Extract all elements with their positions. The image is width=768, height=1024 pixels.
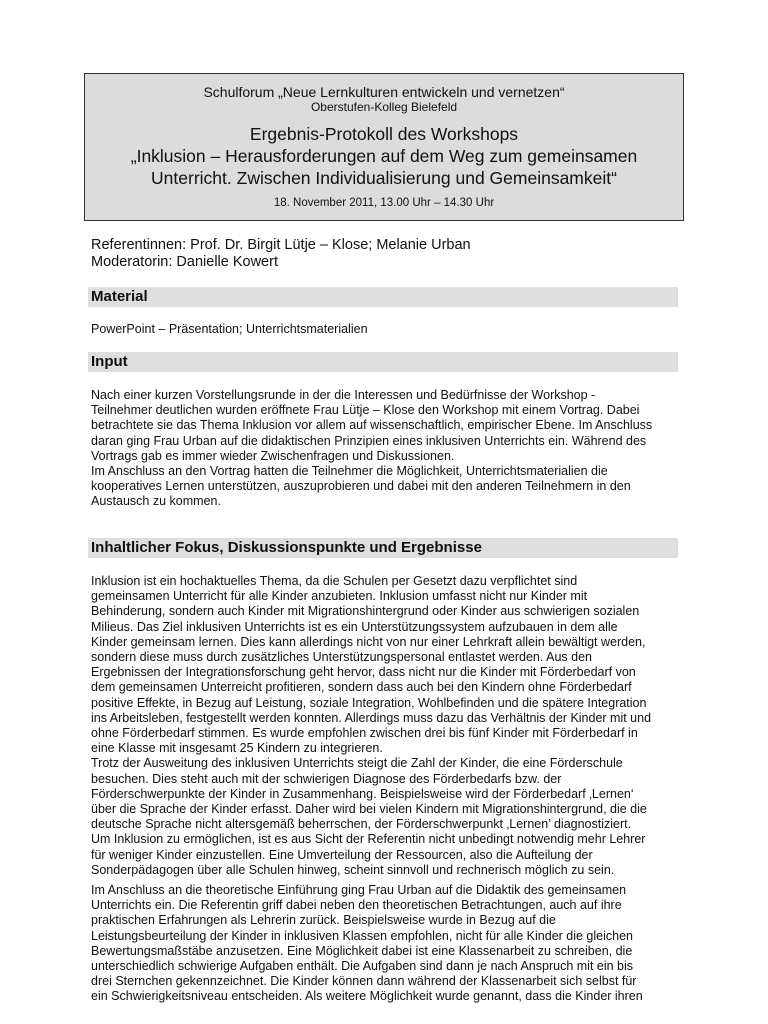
text-line: dem gemeinsamen Unterreicht profitieren, sondern dass auch bei den Kindern ohne Förderbedarf — [91, 680, 632, 695]
text-line: Ergebnissen der Integrationsforschung geht hervor, dass nicht nur die Kinder mit Förderbedarf von — [91, 665, 636, 680]
workshop-title-line: Ergebnis-Protokoll des Workshops — [249, 124, 519, 144]
material-text: PowerPoint – Präsentation; Unterrichtsmaterialien — [91, 322, 368, 336]
text-line: deutsche Sprache nicht altersgemäß beherrschen, der Förderschwerpunkt ‚Lernen’ diagnostiziert. — [91, 817, 632, 832]
text-line: positive Effekte, in Bezug auf Leistung, soziale Integration, Wohlbefinden und die spätere Integration — [91, 695, 647, 710]
text-line: ein Schwierigkeitsniveau entscheiden. Als weitere Möglichkeit wurde genannt, dass die Kinder ihren — [91, 989, 643, 1004]
text-line: unterschiedlich schwierige Aufgaben enthält. Die Aufgaben sind dann je nach Anspruch mit ein bis — [91, 959, 634, 974]
speakers-block — [91, 237, 471, 271]
workshop-title — [85, 123, 683, 189]
text-line: Austausch zu kommen. — [91, 494, 221, 509]
text-line: Trotz der Ausweitung des inklusiven Unterrichts steigt die Zahl der Kinder, die eine Förderschule — [91, 756, 623, 771]
text-line: eine Klasse mit insgesamt 25 Kindern zu integrieren. — [91, 741, 383, 756]
text-line: Nach einer kurzen Vorstellungsrunde in der die Interessen und Bedürfnisse der Workshop - — [91, 388, 596, 402]
text-line: Milieus. Das Ziel inklusiven Unterrichts ist es ein Unterstützungssystem aufzubauen in dem alle — [91, 619, 618, 634]
workshop-date: 18. November 2011, 13.00 Uhr – 14.30 Uhr — [273, 197, 495, 209]
input-heading: Input — [88, 352, 678, 372]
text-line: gemeinsamen Unterricht für alle Kinder anzubieten. Inklusion umfasst nicht nur Kinder mit — [91, 589, 588, 604]
text-line: Bewertungsmaßstäbe anzusetzen. Eine Möglichkeit dabei ist eine Klassenarbeit zu schreiben, die — [91, 943, 633, 958]
text-line: praktischen Erfahrungen als Lehrerin zurück. Beispielsweise wurde in Bezug auf die — [91, 913, 556, 928]
text-line: Kinder gemeinsam lernen. Dies kann allerdings nicht von nur einer Lehrkraft allein bewältigt werden, — [91, 634, 646, 649]
text-line: kooperatives Lernen unterstützen, auszuprobieren und dabei mit den anderen Teilnehmern in den — [91, 479, 631, 494]
document-header-box — [84, 73, 684, 221]
text-line: Behinderung, sondern auch Kinder mit Migrationshintergrund oder Kinder aus schwierigen sozialen — [91, 604, 640, 619]
text-line: Förderschwerpunkte der Kinder in Zusammenhang. Beispielsweise wird der Förderbedarf ‚Lernen‘ — [91, 786, 634, 801]
text-line: Im Anschluss an den Vortrag hatten die Teilnehmer die Möglichkeit, Unterrichtsmaterialien die — [91, 464, 608, 479]
text-line: über die Sprache der Kinder erfasst. Daher wird bei vielen Kindern mit Migrationshintergrund, die die — [91, 802, 647, 817]
focus-heading: Inhaltlicher Fokus, Diskussionspunkte und Ergebnisse — [88, 538, 678, 558]
text-line: drei Sternchen gekennzeichnet. Die Kinder können dann während der Klassenarbeit sich selbst für — [91, 974, 637, 989]
text-line: Inklusion ist ein hochaktuelles Thema, da die Schulen per Gesetzt dazu verpflichtet sind — [91, 574, 578, 588]
text-line: Unterrichts ein. Die Referentin griff dabei neben den theoretischen Betrachtungen, auch auf ihre — [91, 898, 622, 913]
moderatorin-line: Moderatorin: Danielle Kowert — [91, 254, 278, 270]
focus-paragraph-2 — [91, 883, 681, 1005]
workshop-title-line: „Inklusion – Herausforderungen auf dem Weg zum gemeinsamen — [130, 146, 638, 166]
focus-paragraph-1 — [91, 574, 681, 878]
text-line: Im Anschluss an die theoretische Einführung ging Frau Urban auf die Didaktik des gemeinsamen — [91, 883, 627, 897]
referentinnen-line: Referentinnen: Prof. Dr. Birgit Lütje – Klose; Melanie Urban — [91, 237, 471, 253]
text-line: Vortrags gab es immer wieder Zwischenfragen und Diskussionen. — [91, 448, 455, 463]
text-line: sondern diese muss durch zusätzliches Unterstützungspersonal entlastet werden. Aus den — [91, 650, 592, 665]
workshop-title-line: Unterricht. Zwischen Individualisierung und Gemeinsamkeit“ — [151, 168, 617, 188]
text-line: für weniger Kinder einzustellen. Eine Umverteilung der Ressourcen, also die Aufteilung der — [91, 847, 593, 862]
text-line: Sonderpädagogen über alle Schulen hinweg, scheint sinnvoll und rechnerisch möglich zu sein. — [91, 862, 615, 877]
text-line: betrachtete sie das Thema Inklusion vor allem auf wissenschaftlich, empirischer Ebene. Im Anschluss — [91, 418, 653, 433]
forum-title: Schulforum „Neue Lernkulturen entwickeln und vernetzen“ — [203, 84, 565, 100]
text-line: besuchen. Dies steht auch mit der schwierigen Diagnose des Förderbedarfs bzw. der — [91, 771, 562, 786]
text-line: Teilnehmer deutlichen wurden eröffnete Frau Lütje – Klose den Workshop mit einem Vortrag. Dabei — [91, 403, 640, 418]
text-line: ins Arbeitsleben, festgestellt werden konnten. Allerdings muss dazu das Verhältnis der Kinder mit und — [91, 710, 652, 725]
text-line: Um Inklusion zu ermöglichen, ist es aus Sicht der Referentin nicht unbedingt notwendig mehr Lehrer — [91, 832, 646, 847]
material-heading: Material — [88, 287, 678, 307]
text-line: daran ging Frau Urban auf die didaktischen Prinzipien eines inklusiven Unterrichts ein. Während des — [91, 433, 647, 448]
input-text — [91, 388, 681, 510]
college-name: Oberstufen-Kolleg Bielefeld — [310, 100, 458, 114]
text-line: ohne Förderbedarf stimmen. Es wurde empfohlen zwischen drei bis fünf Kinder mit Förderbedarf in — [91, 726, 638, 741]
text-line: Leistungsbeurteilung der Kinder in inklusiven Klassen empfohlen, nicht für alle Kinder die gleichen — [91, 928, 633, 943]
